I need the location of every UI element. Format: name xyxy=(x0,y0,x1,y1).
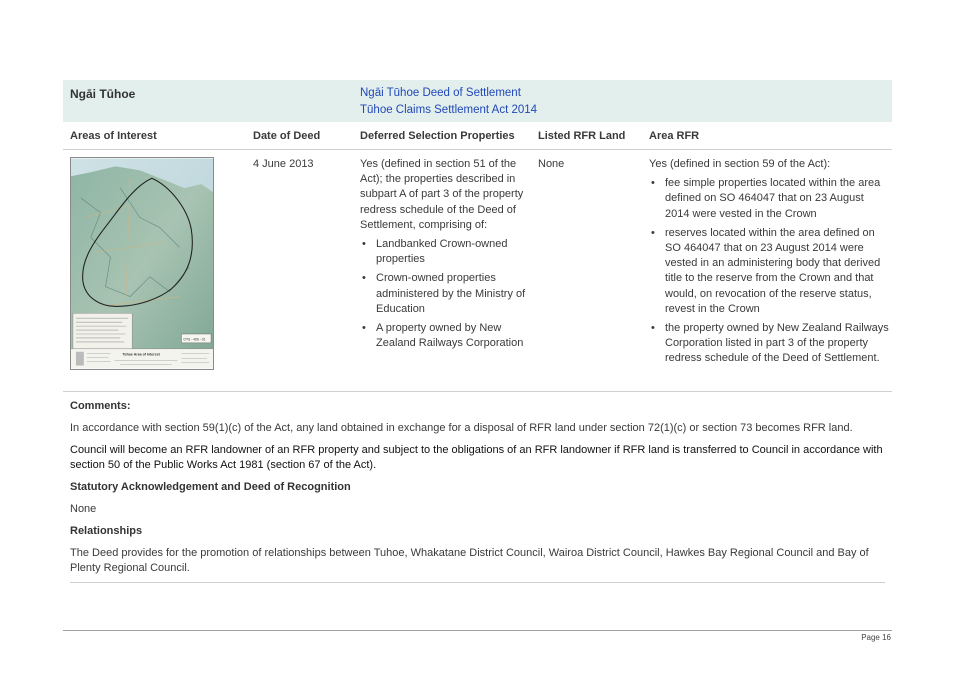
column-headers xyxy=(63,122,892,150)
col-deferred-selection: Deferred Selection Properties xyxy=(360,130,515,142)
listed-rfr-value: None xyxy=(538,158,565,170)
statutory-heading: Statutory Acknowledgement and Deed of Recognition xyxy=(70,481,351,493)
map-title: Tūhoe Area of Interest xyxy=(122,352,160,357)
deed-of-settlement-title: Ngāi Tūhoe Deed of Settlement xyxy=(360,87,521,99)
relationships-heading: Relationships xyxy=(70,525,143,537)
area-rfr-cell xyxy=(649,157,889,367)
settlement-document xyxy=(63,80,892,583)
deed-date: 4 June 2013 xyxy=(253,158,314,170)
col-date-of-deed: Date of Deed xyxy=(253,130,321,142)
comments-heading: Comments: xyxy=(70,400,131,412)
comment-council: Council will become an RFR landowner of an RFR property and subject to the obligations of an RFR landowner if RFR land is transferred to Council in accordance with section 50 of the Public Works Act 1981 (section 67 of the Act). xyxy=(70,444,883,471)
deferred-selection-cell xyxy=(360,157,530,351)
list-item: • Crown-owned properties administered by the Ministry of Education xyxy=(360,271,530,317)
area-intro: Yes (defined in section 59 of the Act): xyxy=(649,158,831,170)
notes-section xyxy=(63,399,892,583)
col-listed-rfr-land: Listed RFR Land xyxy=(538,130,626,142)
col-area-rfr: Area RFR xyxy=(649,130,700,142)
list-item: • reserves located within the area defined on SO 464047 that on 23 August 2014 were vested in an administering body that derived title to the reserve from the Crown and that would, on revocation of the reserve status, revest in the Crown xyxy=(649,226,889,317)
comment-exchange: In accordance with section 59(1)(c) of the Act, any land obtained in exchange for a disposal of RFR land under section 72(1)(c) or section 73 becomes RFR land. xyxy=(70,422,853,434)
settlement-row xyxy=(63,150,892,392)
statutory-value: None xyxy=(70,503,97,515)
list-item: • Landbanked Crown-owned properties xyxy=(360,237,530,267)
deed-titles xyxy=(360,85,537,119)
iwi-name: Ngāi Tūhoe xyxy=(70,87,136,101)
list-item: • A property owned by New Zealand Railways Corporation xyxy=(360,321,530,351)
section-divider xyxy=(70,582,885,583)
list-item: • fee simple properties located within the area defined on SO 464047 that on 23 August 2014 were vested in the Crown xyxy=(649,176,889,222)
deferred-list xyxy=(360,237,530,351)
col-areas-of-interest: Areas of Interest xyxy=(70,130,157,142)
header-band xyxy=(63,80,892,122)
list-item: • the property owned by New Zealand Railways Corporation listed in part 3 of the property redress schedule of the Deed of Settlement. xyxy=(649,321,889,367)
map-image xyxy=(70,157,214,370)
relationships-text: The Deed provides for the promotion of relationships between Tuhoe, Whakatane District Council, Wairoa District Council, Hawkes Bay Regional Council and Bay of Plenty Regional Council. xyxy=(70,547,869,574)
map-code: OTS - 406 - 01 xyxy=(183,337,206,342)
deferred-intro: Yes (defined in section 51 of the Act); the properties described in subpart A of part 3 of the property redress schedule of the Deed of Settlement, comprising of: xyxy=(360,158,524,231)
page-number: Page 16 xyxy=(861,633,891,642)
settlement-act-title: Tūhoe Claims Settlement Act 2014 xyxy=(360,104,538,116)
area-list xyxy=(649,176,889,366)
footer-rule xyxy=(63,630,892,631)
area-of-interest-map xyxy=(70,157,214,370)
